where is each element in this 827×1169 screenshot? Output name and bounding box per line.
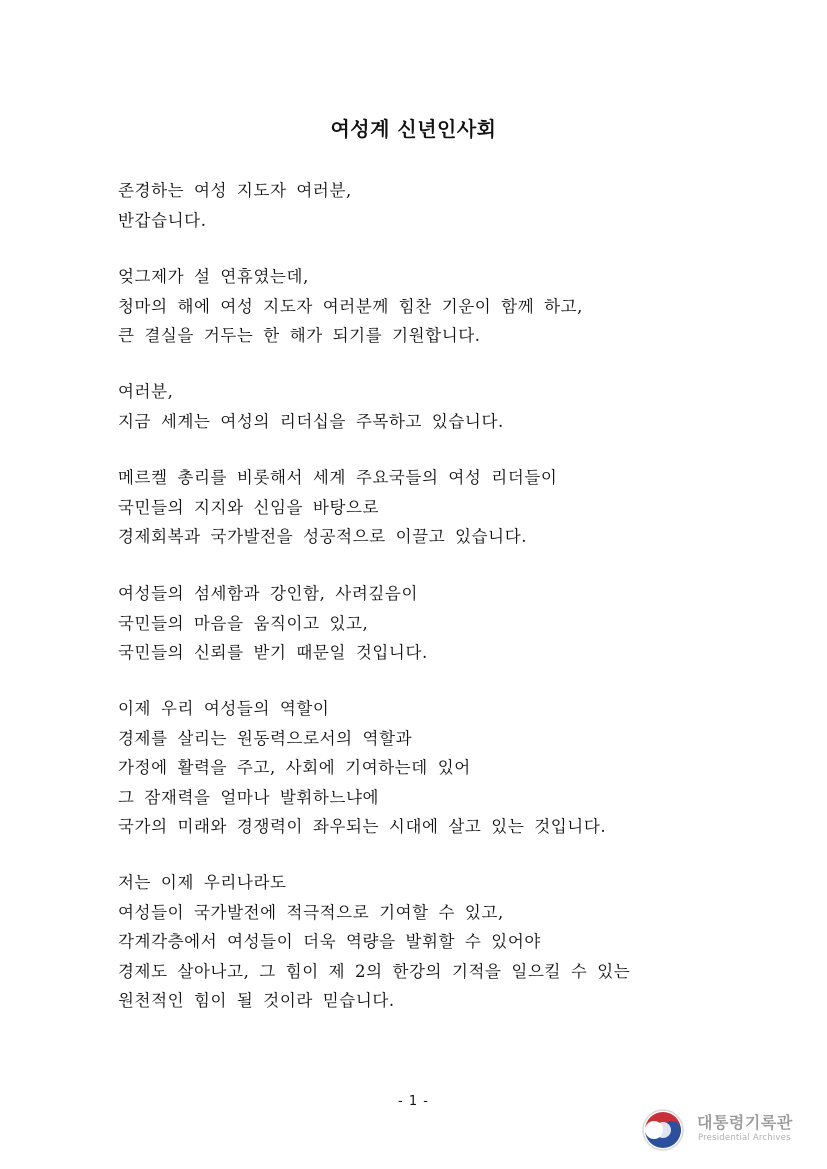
text-line: 가정에 활력을 주고, 사회에 기여하는데 있어 <box>118 758 471 777</box>
text-line: 여러분, <box>118 382 174 401</box>
archive-subtitle: Presidential Archives <box>698 1133 791 1143</box>
text-line: 경제를 살리는 원동력으로서의 역할과 <box>118 728 413 748</box>
text-line: 반갑습니다. <box>118 210 207 230</box>
text-line: 엊그제가 설 연휴였는데, <box>118 267 309 286</box>
text-line: 저는 이제 우리나라도 <box>118 873 287 892</box>
text-line: 이제 우리 여성들의 역할이 <box>118 699 330 718</box>
paragraph-3 <box>118 377 738 436</box>
text-line: 국가의 미래와 경쟁력이 좌우되는 시대에 살고 있는 것입니다. <box>118 817 607 836</box>
paragraph-2 <box>118 262 738 351</box>
archive-name: 대통령기록관 <box>697 1113 793 1132</box>
paragraph-6 <box>118 694 738 842</box>
text-line: 여성들이 국가발전에 적극적으로 기여할 수 있고, <box>118 902 504 922</box>
page-number: - 1 - <box>398 1094 429 1109</box>
text-line: 큰 결실을 거두는 한 해가 되기를 기원합니다. <box>118 326 481 345</box>
text-line: 여성들의 섬세함과 강인함, 사려깊음이 <box>118 584 419 603</box>
text-line: 국민들의 신뢰를 받기 때문일 것입니다. <box>118 643 428 662</box>
document-title: 여성계 신년인사회 <box>330 117 497 141</box>
paragraph-1 <box>118 176 738 235</box>
text-line: 그 잠재력을 얼마나 발휘하느냐에 <box>118 787 380 807</box>
text-line: 국민들의 지지와 신임을 바탕으로 <box>118 497 380 517</box>
text-line: 메르켈 총리를 비롯해서 세계 주요국들의 여성 리더들이 <box>118 468 558 487</box>
taegeuk-emblem-icon <box>641 1108 685 1152</box>
text-line: 각계각층에서 여성들이 더욱 역량을 발휘할 수 있어야 <box>118 932 541 951</box>
text-line: 청마의 해에 여성 지도자 여러분께 힘찬 기운이 함께 하고, <box>118 296 584 316</box>
text-line: 원천적인 힘이 될 것이라 믿습니다. <box>118 991 395 1010</box>
text-line: 존경하는 여성 지도자 여러분, <box>118 181 352 200</box>
paragraph-7 <box>118 868 738 1016</box>
text-line: 국민들의 마음을 움직이고 있고, <box>118 613 369 633</box>
text-line: 경제회복과 국가발전을 성공적으로 이끌고 있습니다. <box>118 527 528 546</box>
archive-logo <box>641 1104 821 1154</box>
text-line: 경제도 살아나고, 그 힘이 제 2의 한강의 기적을 일으킬 수 있는 <box>118 961 631 981</box>
paragraph-5 <box>118 579 738 668</box>
text-line: 지금 세계는 여성의 리더십을 주목하고 있습니다. <box>118 411 504 431</box>
paragraph-4 <box>118 463 738 552</box>
